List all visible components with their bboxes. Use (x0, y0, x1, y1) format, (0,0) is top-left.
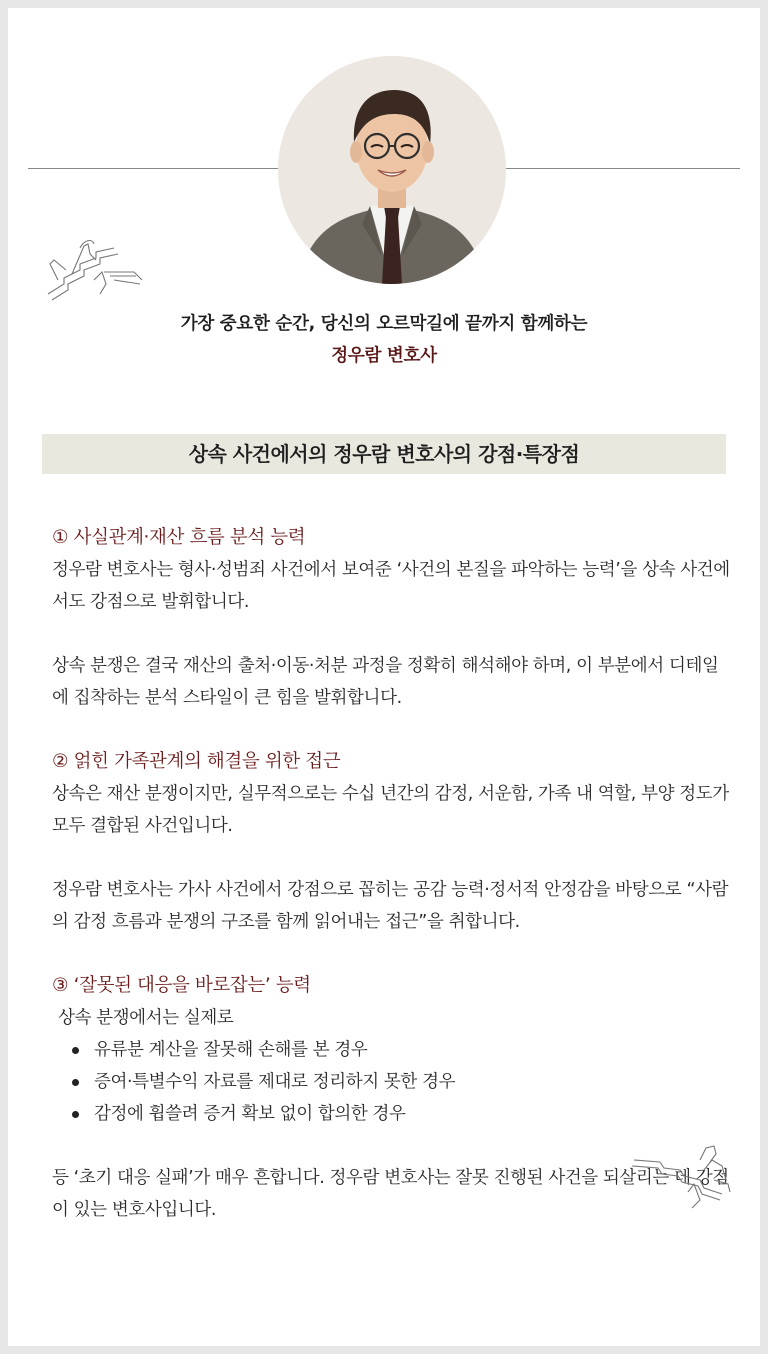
paragraph: 상속은 재산 분쟁이지만, 실무적으로는 수십 년간의 감정, 서운함, 가족 내 역할, 부양 정도가 모두 결합된 사건입니다. (52, 784, 729, 836)
section-heading-1: ① 사실관계·재산 흐름 분석 능력 (52, 527, 306, 548)
list-item: 증여·특별수익 자료를 제대로 정리하지 못한 경우 (72, 1066, 732, 1098)
lawyer-portrait (278, 56, 506, 284)
staircase-shoe-icon (44, 234, 148, 306)
bullet-list (52, 1034, 732, 1130)
paragraph: 상속 분쟁은 결국 재산의 출처·이동·처분 과정을 정확히 해석해야 하며, 이 부분에서 디테일에 집착하는 분석 스타일이 큰 힘을 발휘합니다. (52, 656, 719, 708)
lawyer-name: 정우람 변호사 (331, 346, 437, 366)
main-content (52, 522, 732, 1226)
portrait-illustration (278, 56, 506, 284)
page-card (8, 8, 760, 1346)
list-item: 감정에 휩쓸려 증거 확보 없이 합의한 경우 (72, 1098, 732, 1130)
paragraph-closing: 등 ‘초기 대응 실패’가 매우 흔합니다. 정우람 변호사는 잘못 진행된 사건을 되살리는 데 강점이 있는 변호사입니다. (52, 1168, 729, 1220)
staircase-shoe-icon (630, 1140, 734, 1212)
section-heading-3: ③ ‘잘못된 대응을 바로잡는’ 능력 (52, 975, 311, 996)
divider-right (496, 168, 740, 169)
tagline: 가장 중요한 순간, 당신의 오르막길에 끝까지 함께하는 (180, 314, 588, 334)
divider-left (28, 168, 280, 169)
paragraph: 정우람 변호사는 형사·성범죄 사건에서 보여준 ‘사건의 본질을 파악하는 능력’을 상속 사건에서도 강점으로 발휘합니다. (52, 560, 730, 612)
paragraph-intro: 상속 분쟁에서는 실제로 (58, 1008, 234, 1028)
list-item: 유류분 계산을 잘못해 손해를 본 경우 (72, 1034, 732, 1066)
section-heading-2: ② 얽힌 가족관계의 해결을 위한 접근 (52, 751, 341, 772)
section-banner-title: 상속 사건에서의 정우람 변호사의 강점·특장점 (42, 434, 726, 474)
paragraph: 정우람 변호사는 가사 사건에서 강점으로 꼽히는 공감 능력·정서적 안정감을 바탕으로 “사람의 감정 흐름과 분쟁의 구조를 함께 읽어내는 접근”을 취합니다. (52, 880, 729, 932)
